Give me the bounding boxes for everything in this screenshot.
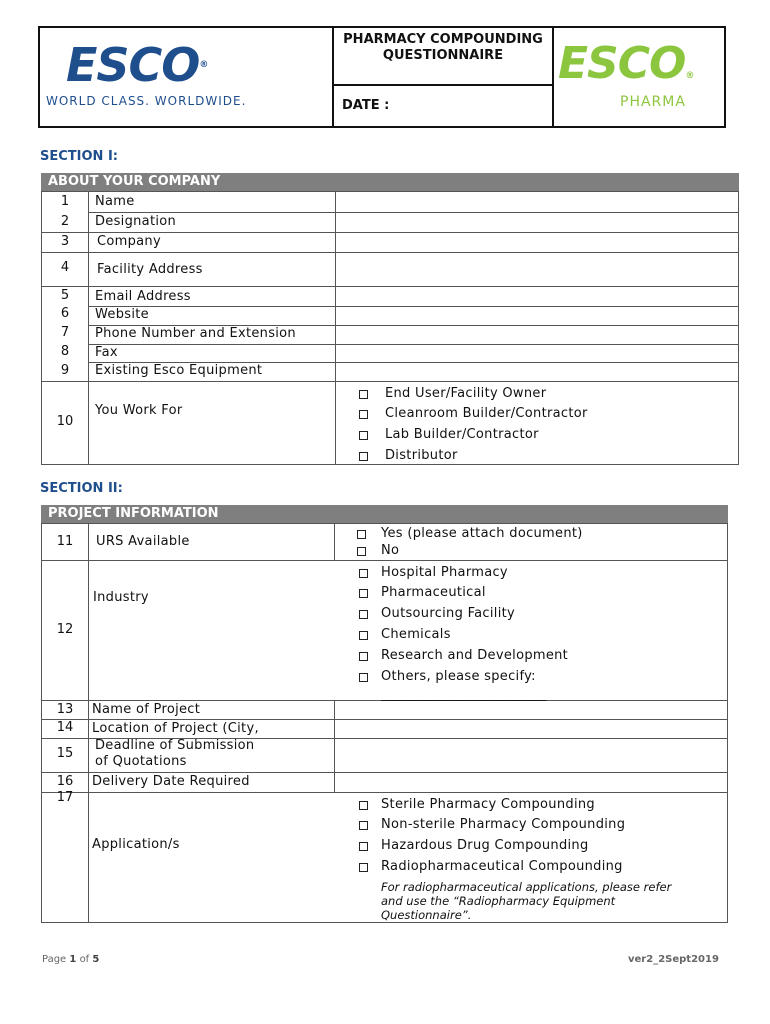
option-label: Research and Development bbox=[381, 648, 569, 663]
row-number: 6 bbox=[60, 306, 70, 321]
section-2-bar: PROJECT INFORMATION bbox=[41, 505, 728, 523]
checkbox-urs-yes[interactable] bbox=[357, 530, 366, 539]
project-name-field[interactable] bbox=[335, 700, 727, 719]
checkbox-outsourcing-facility[interactable] bbox=[359, 610, 368, 619]
email-field[interactable] bbox=[336, 286, 738, 306]
name-field[interactable] bbox=[336, 192, 738, 212]
checkbox-pharmaceutical[interactable] bbox=[359, 589, 368, 598]
pharma-logo-subtitle: PHARMA bbox=[620, 94, 686, 110]
field-label-deadline: Deadline of Submission bbox=[95, 738, 255, 753]
checkbox-hazardous-drug-compounding[interactable] bbox=[359, 842, 368, 851]
option-label: Outsourcing Facility bbox=[381, 606, 516, 621]
header-divider bbox=[552, 28, 554, 126]
field-label-delivery-date: Delivery Date Required bbox=[92, 774, 250, 789]
checkbox-cleanroom-builder[interactable] bbox=[359, 410, 368, 419]
option-label: Lab Builder/Contractor bbox=[385, 427, 539, 442]
row-number: 15 bbox=[56, 746, 74, 761]
row-number: 8 bbox=[60, 344, 70, 359]
designation-field[interactable] bbox=[336, 212, 738, 232]
field-label-applications: Application/s bbox=[92, 837, 180, 852]
option-label: Non-sterile Pharmacy Compounding bbox=[381, 817, 626, 832]
row-number: 16 bbox=[56, 774, 74, 789]
date-label: DATE : bbox=[342, 98, 390, 113]
field-label-urs: URS Available bbox=[96, 534, 190, 549]
version-label: ver2_2Sept2019 bbox=[628, 954, 719, 965]
form-title: PHARMACY COMPOUNDING QUESTIONNAIRE bbox=[343, 32, 543, 63]
application-note: Questionnaire”. bbox=[381, 908, 472, 922]
checkbox-hospital-pharmacy[interactable] bbox=[359, 569, 368, 578]
field-label-existing-equipment: Existing Esco Equipment bbox=[95, 363, 263, 378]
option-label: Hazardous Drug Compounding bbox=[381, 838, 589, 853]
checkbox-chemicals[interactable] bbox=[359, 631, 368, 640]
field-label-industry: Industry bbox=[93, 590, 149, 605]
esco-pharma-logo: ESCO® bbox=[558, 38, 694, 89]
fax-field[interactable] bbox=[336, 344, 738, 362]
option-label: Others, please specify: bbox=[381, 669, 536, 684]
row-number: 13 bbox=[56, 702, 74, 717]
website-field[interactable] bbox=[336, 306, 738, 325]
logo-tagline: WORLD CLASS. WORLDWIDE. bbox=[46, 94, 247, 108]
field-label-fax: Fax bbox=[95, 345, 118, 360]
row-number: 10 bbox=[56, 414, 74, 429]
option-label: No bbox=[381, 543, 400, 558]
option-label: Cleanroom Builder/Contractor bbox=[385, 406, 588, 421]
header-divider bbox=[332, 84, 552, 86]
row-number: 2 bbox=[60, 214, 70, 229]
company-field[interactable] bbox=[336, 232, 738, 252]
row-number: 5 bbox=[60, 288, 70, 303]
section-1-heading: SECTION I: bbox=[40, 149, 118, 164]
option-label: Pharmaceutical bbox=[381, 585, 486, 600]
field-label-email: Email Address bbox=[95, 289, 191, 304]
existing-equipment-field[interactable] bbox=[336, 362, 738, 381]
option-label: Yes (please attach document) bbox=[381, 526, 583, 541]
row-number: 9 bbox=[60, 363, 70, 378]
field-label-facility-address: Facility Address bbox=[97, 262, 203, 277]
option-label: End User/Facility Owner bbox=[385, 386, 547, 401]
deadline-field[interactable] bbox=[335, 738, 727, 772]
row-number: 11 bbox=[56, 534, 74, 549]
checkbox-end-user[interactable] bbox=[359, 390, 368, 399]
project-location-field[interactable] bbox=[335, 719, 727, 738]
checkbox-sterile-compounding[interactable] bbox=[359, 801, 368, 810]
page-number: Page 1 of 5 bbox=[42, 954, 100, 965]
field-label-website: Website bbox=[95, 307, 149, 322]
checkbox-others[interactable] bbox=[359, 673, 368, 682]
section-2-heading: SECTION II: bbox=[40, 481, 123, 496]
field-label-phone: Phone Number and Extension bbox=[95, 326, 296, 341]
checkbox-research-development[interactable] bbox=[359, 652, 368, 661]
option-label: Hospital Pharmacy bbox=[381, 565, 508, 580]
row-number: 12 bbox=[56, 622, 74, 637]
phone-field[interactable] bbox=[336, 325, 738, 344]
option-label: Chemicals bbox=[381, 627, 451, 642]
facility-address-field[interactable] bbox=[336, 252, 738, 286]
checkbox-radiopharmaceutical-compounding[interactable] bbox=[359, 863, 368, 872]
row-number: 1 bbox=[60, 194, 70, 209]
row-number: 4 bbox=[60, 260, 70, 275]
option-label: Radiopharmaceutical Compounding bbox=[381, 859, 623, 874]
option-label: Sterile Pharmacy Compounding bbox=[381, 797, 595, 812]
field-label-deadline-line2: of Quotations bbox=[95, 754, 187, 769]
row-number: 17 bbox=[56, 790, 74, 805]
checkbox-non-sterile-compounding[interactable] bbox=[359, 821, 368, 830]
field-label-project-name: Name of Project bbox=[92, 702, 201, 717]
row-number: 3 bbox=[60, 234, 70, 249]
checkbox-distributor[interactable] bbox=[359, 452, 368, 461]
field-label-name: Name bbox=[95, 194, 135, 209]
row-number: 14 bbox=[56, 720, 74, 735]
row-number: 7 bbox=[60, 325, 70, 340]
field-label-project-location: Location of Project (City, bbox=[92, 721, 259, 736]
others-specify-line[interactable]: ______________________________ bbox=[381, 687, 546, 701]
application-note: For radiopharmaceutical applications, please refer bbox=[381, 880, 672, 894]
document-header bbox=[38, 26, 726, 128]
field-label-work-for: You Work For bbox=[95, 403, 183, 418]
checkbox-urs-no[interactable] bbox=[357, 547, 366, 556]
delivery-date-field[interactable] bbox=[335, 772, 727, 792]
esco-logo: ESCO® bbox=[66, 38, 208, 92]
section-1-bar: ABOUT YOUR COMPANY bbox=[41, 173, 739, 191]
field-label-designation: Designation bbox=[95, 214, 177, 229]
option-label: Distributor bbox=[385, 448, 458, 463]
checkbox-lab-builder[interactable] bbox=[359, 431, 368, 440]
application-note: and use the “Radiopharmacy Equipment bbox=[381, 894, 616, 908]
field-label-company: Company bbox=[97, 234, 161, 249]
